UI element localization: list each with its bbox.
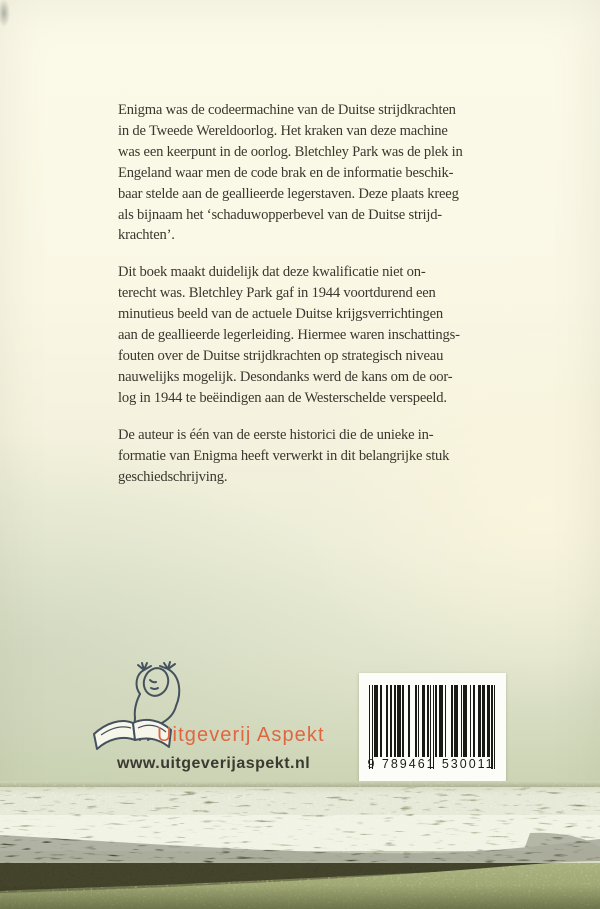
text-line: fouten over de Duitse strijdkrachten op strategisch niveau [118,347,444,364]
text-line: minutieus beeld van de actuele Duitse krijgsverrichtingen [118,306,443,323]
barcode-digit-group-1: 789461 [381,757,436,771]
barcode-digit-left: 9 [367,757,375,771]
text-line: geschiedschrijving. [118,468,228,485]
blurb-paragraph-1 [118,100,513,246]
text-line: log in 1944 te beëindigen aan de Westerschelde verspeeld. [118,389,447,406]
text-line: aan de geallieerde legerleiding. Hiermee waren inschattings- [118,327,460,344]
text-line: krachten’. [118,227,175,244]
publisher-website: www.uitgeverijaspekt.nl [117,755,311,772]
text-line: Enigma was de codeermachine van de Duitse strijdkrachten [118,102,456,118]
blurb-paragraph-2 [118,262,513,408]
blurb-text [118,100,513,503]
text-line: als bijnaam het ‘schaduwopperbevel van de Duitse strijd- [118,206,442,223]
barcode-digits [363,757,498,771]
text-line: Engeland waar men de code brak en de informatie beschik- [118,164,454,181]
text-line: Dit boek maakt duidelijk dat deze kwalificatie niet on- [118,264,426,281]
barcode-digit-group-2: 530011 [441,757,495,771]
beach-surf-photo [0,781,600,909]
scan-smudge [0,0,12,32]
text-line: baar stelde aan de geallieerde legerstaven. Deze plaats kreeg [118,185,459,202]
blurb-paragraph-3 [118,425,513,488]
text-line: was een keerpunt in de oorlog. Bletchley Park was de plek in [118,143,463,160]
text-line: formatie van Enigma heeft verwerkt in dit belangrijke stuk [118,447,450,464]
isbn-barcode [359,673,506,785]
publisher-name: Uitgeverij Aspekt [157,724,325,746]
text-line: De auteur is één van de eerste historici die de unieke in- [118,426,434,443]
text-line: terecht was. Bletchley Park gaf in 1944 voortdurend een [118,285,436,302]
text-line: in de Tweede Wereldoorlog. Het kraken van deze machine [118,122,448,139]
text-line: nauwelijks mogelijk. Desondanks werd de kans om de oor- [118,368,453,385]
